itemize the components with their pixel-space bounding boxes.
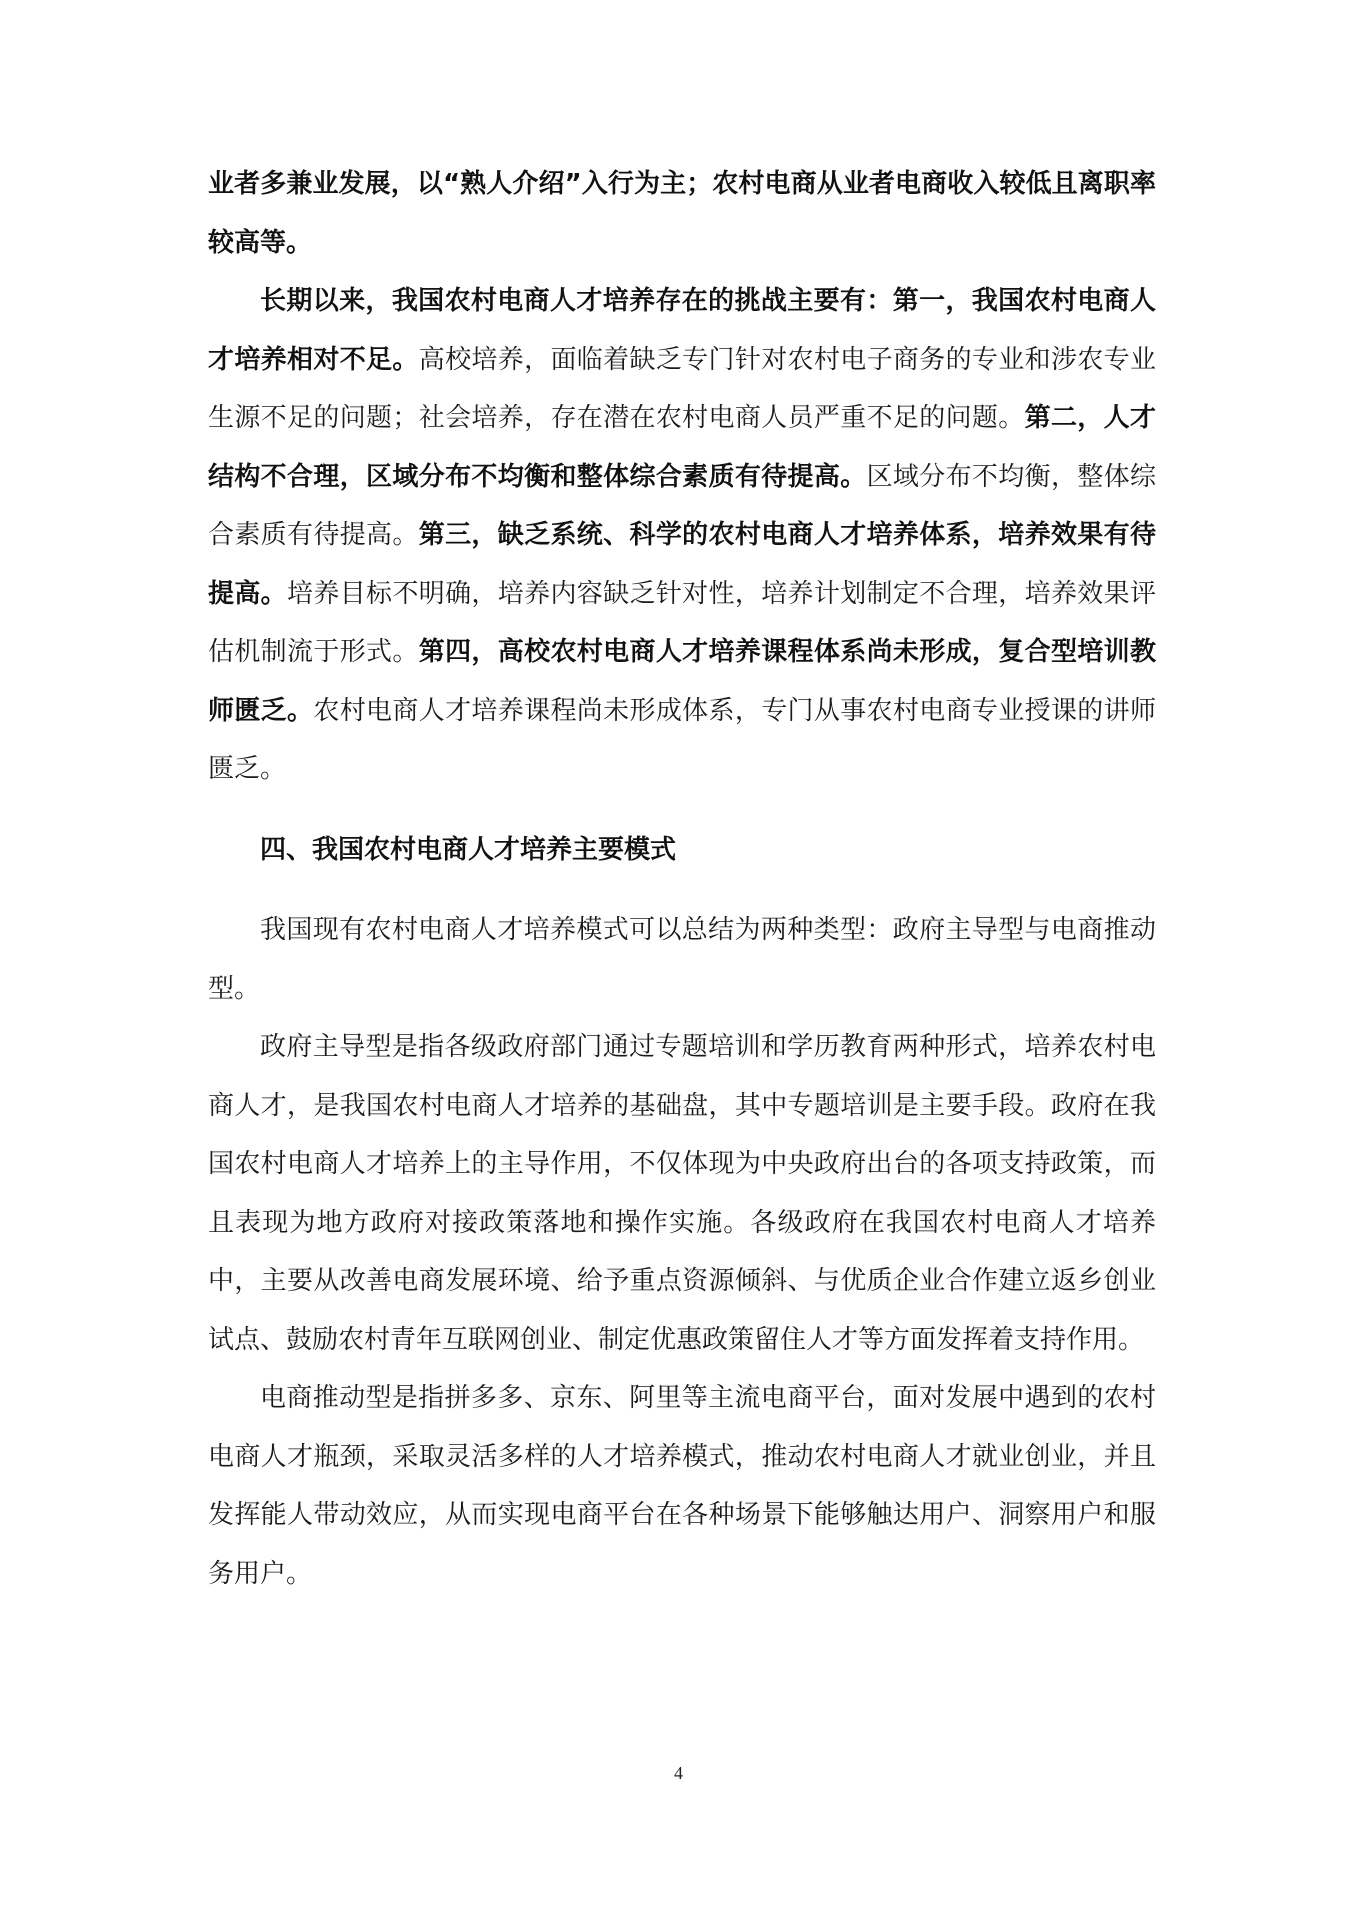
paragraph-continuation: 业者多兼业发展，以“熟人介绍”入行为主；农村电商从业者电商收入较低且离职率较高等。 (208, 169, 1156, 258)
paragraph-ecommerce-driven: 电商推动型是指拼多多、京东、阿里等主流电商平台，面对发展中遇到的农村电商人才瓶颈，采取灵活多样的人才培养模式，推动农村电商人才就业创业，并且发挥能人带动效应，从而实现电商平台在各种场景下能够触达用户、洞察用户和服务用户。 (208, 1383, 1156, 1589)
paragraph-modes-summary: 我国现有农村电商人才培养模式可以总结为两种类型：政府主导型与电商推动型。 (208, 915, 1156, 1004)
bold-point-1: 长期以来，我国农村电商人才培养存在的挑战主要有：第一，我国农村电商人才培养相对不足。 (208, 286, 1156, 375)
document-body (208, 155, 1156, 1603)
page-number: 4 (674, 1763, 683, 1783)
bold-point-2: 第二，人才结构不合理，区域分布不均衡和整体综合素质有待提高。 (208, 403, 1156, 492)
bold-point-4: 第四，高校农村电商人才培养课程体系尚未形成，复合型培训教师匮乏。 (208, 637, 1156, 726)
normal-text-3: 培养目标不明确，培养内容缺乏针对性，培养计划制定不合理，培养效果评估机制流于形式。 (208, 578, 1156, 667)
normal-text-1: 高校培养，面临着缺乏专门针对农村电子商务的专业和涉农专业生源不足的问题；社会培养，存在潜在农村电商人员严重不足的问题。 (208, 344, 1156, 433)
bold-point-3: 第三，缺乏系统、科学的农村电商人才培养体系，培养效果有待提高。 (208, 520, 1156, 609)
normal-text-2: 区域分布不均衡，整体综合素质有待提高。 (208, 461, 1156, 550)
section-heading: 四、我国农村电商人才培养主要模式 (260, 834, 677, 865)
paragraph-government-led: 政府主导型是指各级政府部门通过专题培训和学历教育两种形式，培养农村电商人才，是我国农村电商人才培养的基础盘，其中专题培训是主要手段。政府在我国农村电商人才培养上的主导作用，不仅体现为中央政府出台的各项支持政策，而且表现为地方政府对接政策落地和操作实施。各级政府在我国农村电商人才培养中，主要从改善电商发展环境、给予重点资源倾斜、与优质企业合作建立返乡创业试点、鼓励农村青年互联网创业、制定优惠政策留住人才等方面发挥着支持作用。 (208, 1032, 1156, 1355)
normal-text-4: 农村电商人才培养课程尚未形成体系，专门从事农村电商专业授课的讲师匮乏。 (208, 695, 1156, 784)
paragraph-challenges (208, 272, 1156, 799)
